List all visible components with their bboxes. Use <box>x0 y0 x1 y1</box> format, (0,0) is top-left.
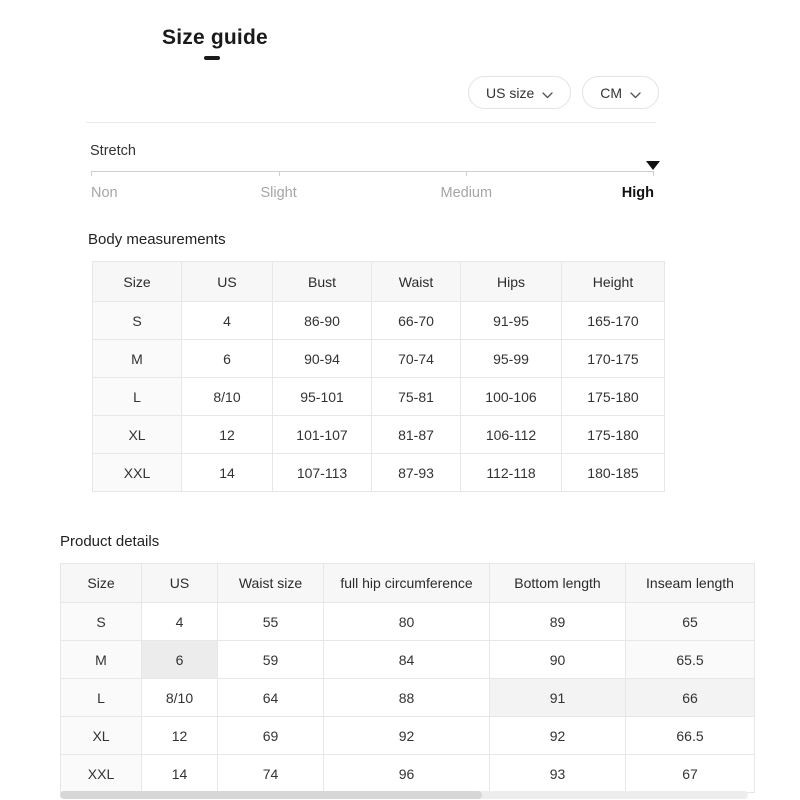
table-cell: 14 <box>182 454 273 492</box>
table-header-row <box>93 262 665 302</box>
table-cell: 8/10 <box>142 679 218 717</box>
us-size-dropdown-label: US size <box>486 84 535 101</box>
column-header: Bust <box>273 262 372 302</box>
stretch-option-high: High <box>621 185 654 201</box>
table-cell: 170-175 <box>562 340 665 378</box>
table-cell: 90-94 <box>273 340 372 378</box>
table-cell: 84 <box>324 641 490 679</box>
table-cell: 107-113 <box>273 454 372 492</box>
chevron-down-icon <box>630 86 641 102</box>
column-header: US <box>142 564 218 603</box>
product-details-title: Product details <box>60 533 160 550</box>
table-cell: 69 <box>218 717 324 755</box>
cm-unit-dropdown[interactable] <box>582 76 659 109</box>
scale-tick <box>466 171 467 176</box>
table-row <box>93 302 665 340</box>
table-cell: 70-74 <box>372 340 461 378</box>
column-header: Height <box>562 262 665 302</box>
row-size-cell: XL <box>61 717 142 755</box>
table-cell: 67 <box>626 755 755 793</box>
table-cell: 87-93 <box>372 454 461 492</box>
stretch-scale <box>91 171 654 172</box>
column-header: Waist <box>372 262 461 302</box>
table-cell: 175-180 <box>562 378 665 416</box>
table-cell: 4 <box>142 603 218 641</box>
table-cell: 59 <box>218 641 324 679</box>
body-measurements-title: Body measurements <box>88 231 226 248</box>
table-cell: 55 <box>218 603 324 641</box>
data-table <box>60 563 755 793</box>
table-cell: 8/10 <box>182 378 273 416</box>
body-measurements-table <box>92 261 658 492</box>
table-cell: 96 <box>324 755 490 793</box>
table-cell: 101-107 <box>273 416 372 454</box>
chevron-down-icon <box>542 86 553 102</box>
data-table <box>92 261 665 492</box>
scale-tick <box>91 171 92 176</box>
section-divider <box>86 122 656 123</box>
table-row <box>61 717 755 755</box>
scale-tick <box>279 171 280 176</box>
stretch-option-medium: Medium <box>440 185 493 201</box>
row-size-cell: XL <box>93 416 182 454</box>
table-cell: 4 <box>182 302 273 340</box>
table-cell: 92 <box>324 717 490 755</box>
table-cell: 64 <box>218 679 324 717</box>
column-header: Waist size <box>218 564 324 603</box>
column-header: Size <box>93 262 182 302</box>
table-row <box>61 603 755 641</box>
table-cell: 80 <box>324 603 490 641</box>
table-cell: 6 <box>182 340 273 378</box>
column-header: Inseam length <box>626 564 755 603</box>
table-cell: 14 <box>142 755 218 793</box>
table-row <box>61 641 755 679</box>
row-size-cell: M <box>93 340 182 378</box>
column-header: full hip circumference <box>324 564 490 603</box>
column-header: US <box>182 262 273 302</box>
table-cell: 95-99 <box>461 340 562 378</box>
table-cell: 65.5 <box>626 641 755 679</box>
table-cell: 92 <box>490 717 626 755</box>
table-cell: 93 <box>490 755 626 793</box>
table-row <box>61 679 755 717</box>
unit-toggle-row <box>468 76 659 109</box>
row-size-cell: L <box>61 679 142 717</box>
table-cell: 175-180 <box>562 416 665 454</box>
stretch-options <box>91 185 654 203</box>
table-cell: 95-101 <box>273 378 372 416</box>
table-cell: 12 <box>142 717 218 755</box>
table-cell: 180-185 <box>562 454 665 492</box>
stretch-option-slight: Slight <box>260 185 297 201</box>
column-header: Hips <box>461 262 562 302</box>
table-cell: 100-106 <box>461 378 562 416</box>
row-size-cell: XXL <box>93 454 182 492</box>
table-cell: 74 <box>218 755 324 793</box>
stretch-label: Stretch <box>90 143 136 159</box>
table-cell: 91 <box>490 679 626 717</box>
column-header: Size <box>61 564 142 603</box>
table-header-row <box>61 564 755 603</box>
table-row <box>93 416 665 454</box>
row-size-cell: XXL <box>61 755 142 793</box>
stretch-option-non: Non <box>91 185 118 201</box>
scale-tick <box>653 171 654 176</box>
scrollbar-thumb[interactable] <box>60 791 482 799</box>
page-title: Size guide <box>162 26 268 49</box>
table-cell: 65 <box>626 603 755 641</box>
table-row <box>61 755 755 793</box>
column-header: Bottom length <box>490 564 626 603</box>
table-cell: 6 <box>142 641 218 679</box>
table-cell: 81-87 <box>372 416 461 454</box>
horizontal-scrollbar[interactable] <box>60 791 748 799</box>
table-cell: 106-112 <box>461 416 562 454</box>
table-cell: 66.5 <box>626 717 755 755</box>
table-cell: 112-118 <box>461 454 562 492</box>
table-row <box>93 340 665 378</box>
us-size-dropdown[interactable] <box>468 76 571 109</box>
table-cell: 91-95 <box>461 302 562 340</box>
table-cell: 75-81 <box>372 378 461 416</box>
cm-unit-dropdown-label: CM <box>600 84 623 101</box>
table-cell: 165-170 <box>562 302 665 340</box>
table-cell: 88 <box>324 679 490 717</box>
active-tab-indicator <box>204 56 220 60</box>
triangle-down-icon <box>646 161 660 170</box>
table-cell: 86-90 <box>273 302 372 340</box>
table-cell: 66 <box>626 679 755 717</box>
row-size-cell: S <box>61 603 142 641</box>
row-size-cell: M <box>61 641 142 679</box>
table-cell: 89 <box>490 603 626 641</box>
row-size-cell: S <box>93 302 182 340</box>
table-cell: 66-70 <box>372 302 461 340</box>
table-cell: 12 <box>182 416 273 454</box>
row-size-cell: L <box>93 378 182 416</box>
table-row <box>93 378 665 416</box>
table-row <box>93 454 665 492</box>
product-details-table <box>60 563 748 793</box>
table-cell: 90 <box>490 641 626 679</box>
